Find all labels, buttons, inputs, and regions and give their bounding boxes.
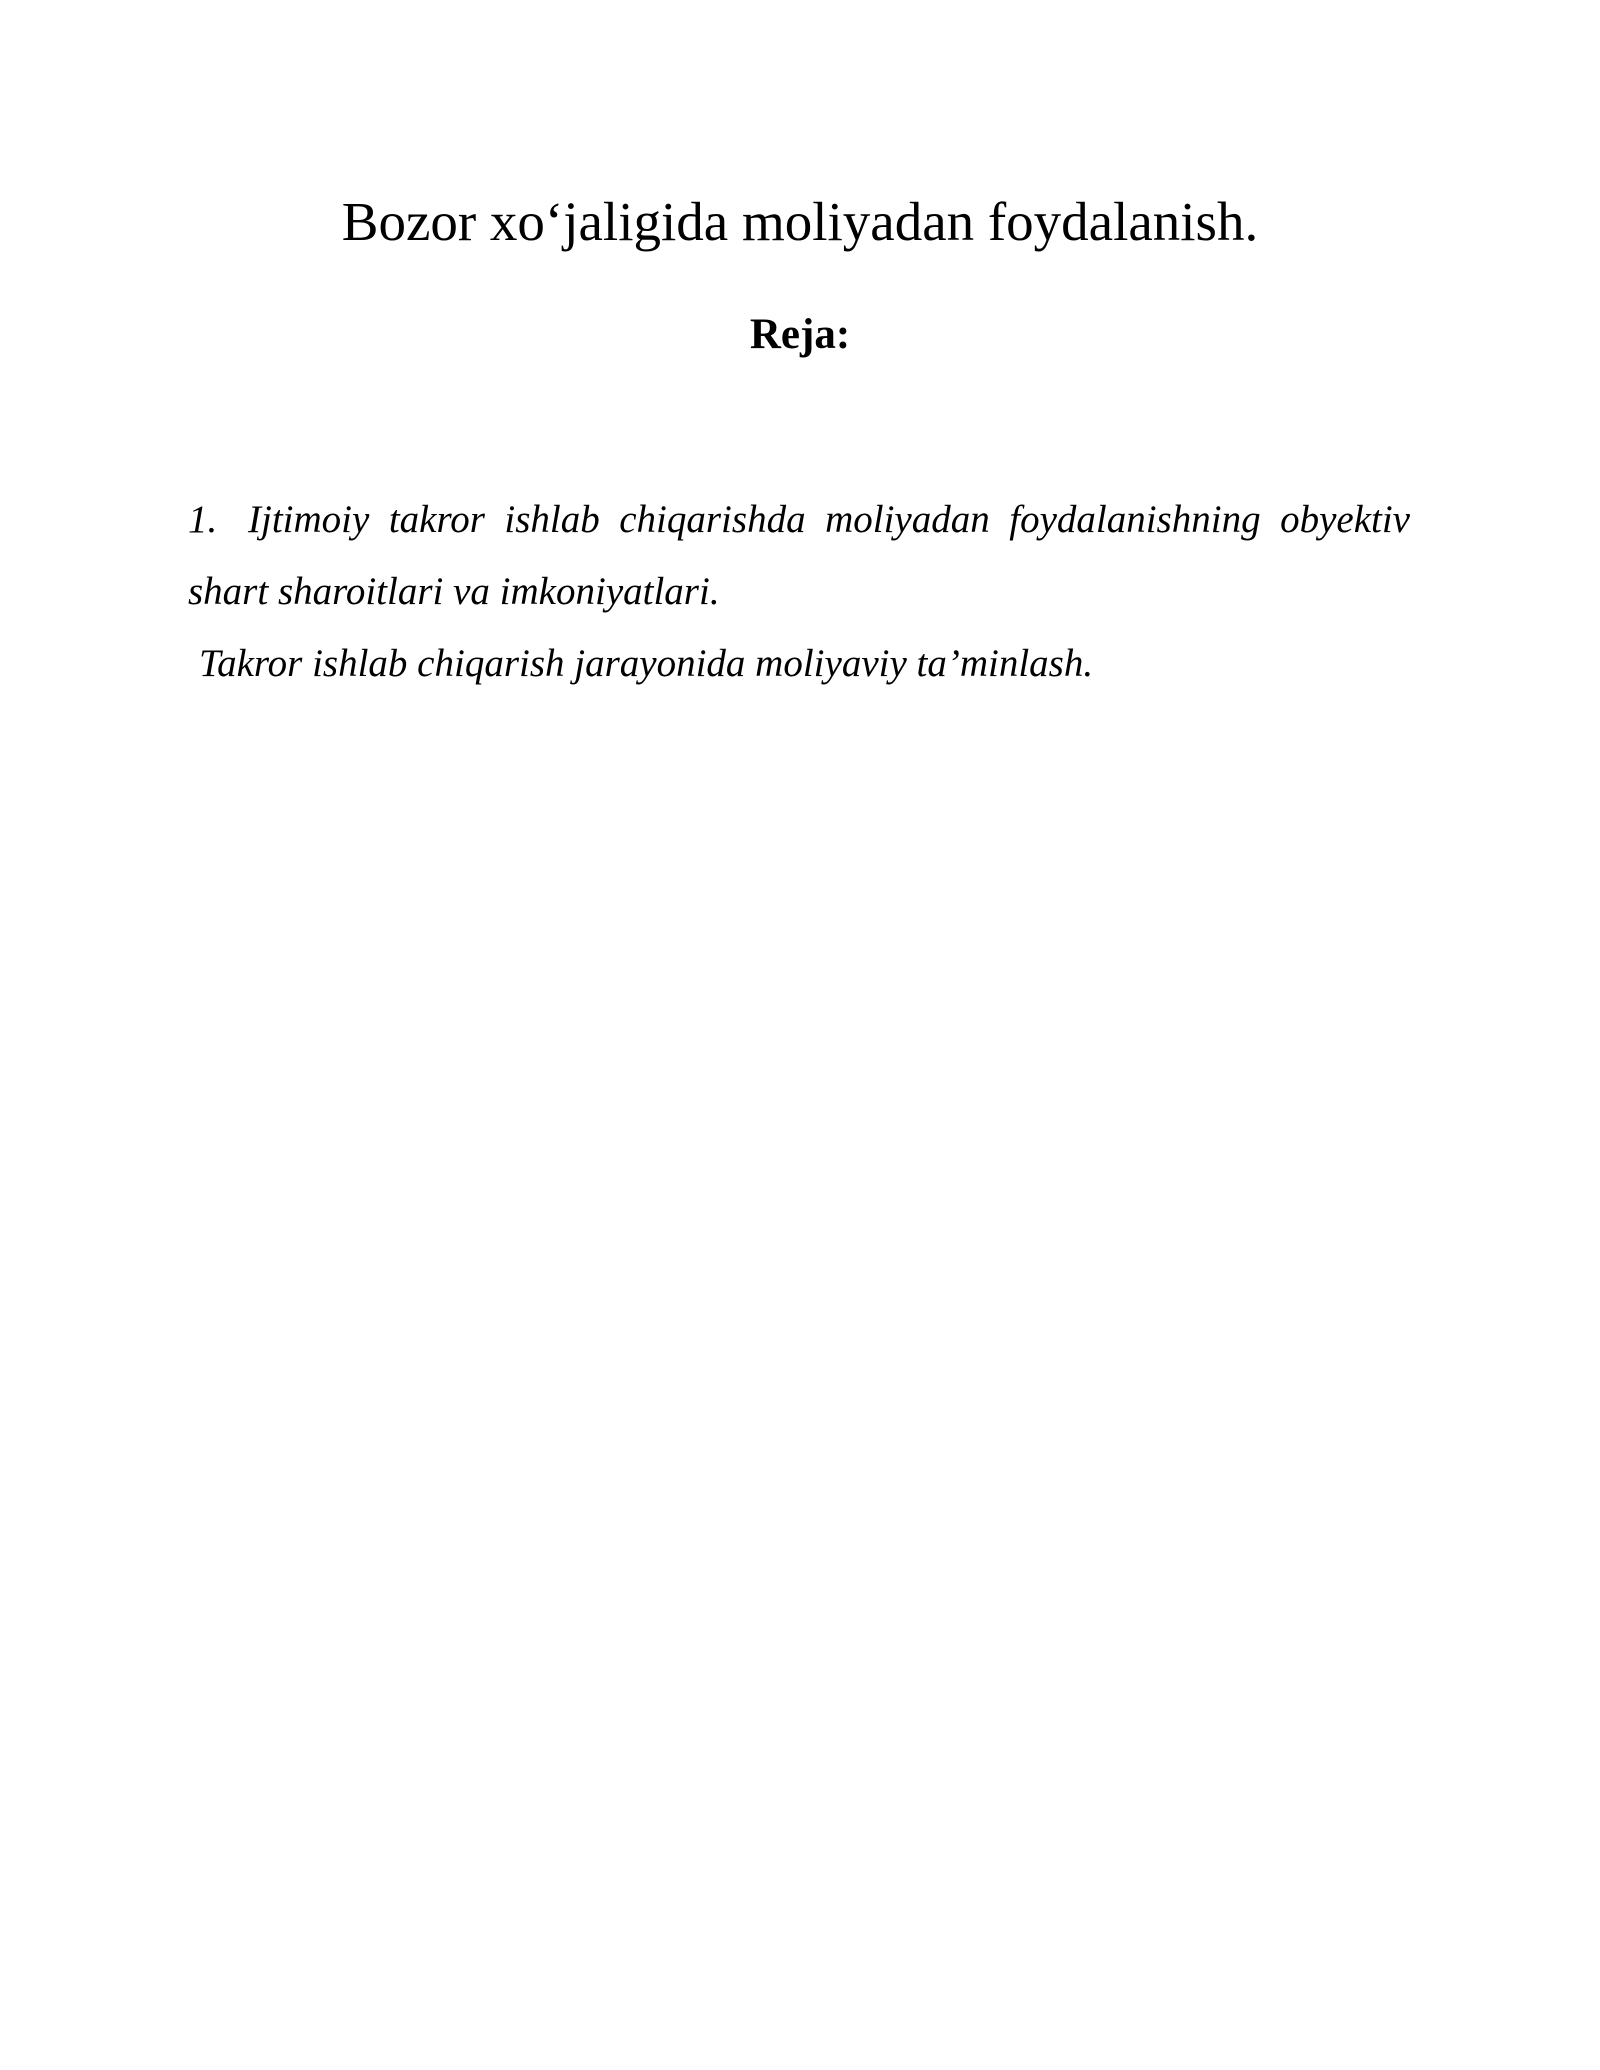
plan-list	[188, 484, 1410, 700]
plan-item	[188, 628, 1410, 700]
document-title: Bozor xo‘jaligida moliyadan foydalanish.	[341, 191, 1259, 252]
plan-item	[188, 484, 1410, 628]
plan-item-text: Takror ishlab chiqarish jarayonida moliyaviy ta’minlash.	[199, 642, 1094, 685]
plan-item-number: 1.	[188, 498, 218, 541]
plan-item-text: Ijtimoiy takror ishlab chiqarishda moliyadan foydalanishning obyektiv shart sharoitlari va imkoniyatlari.	[188, 498, 1410, 613]
plan-heading: Reja:	[749, 311, 851, 358]
